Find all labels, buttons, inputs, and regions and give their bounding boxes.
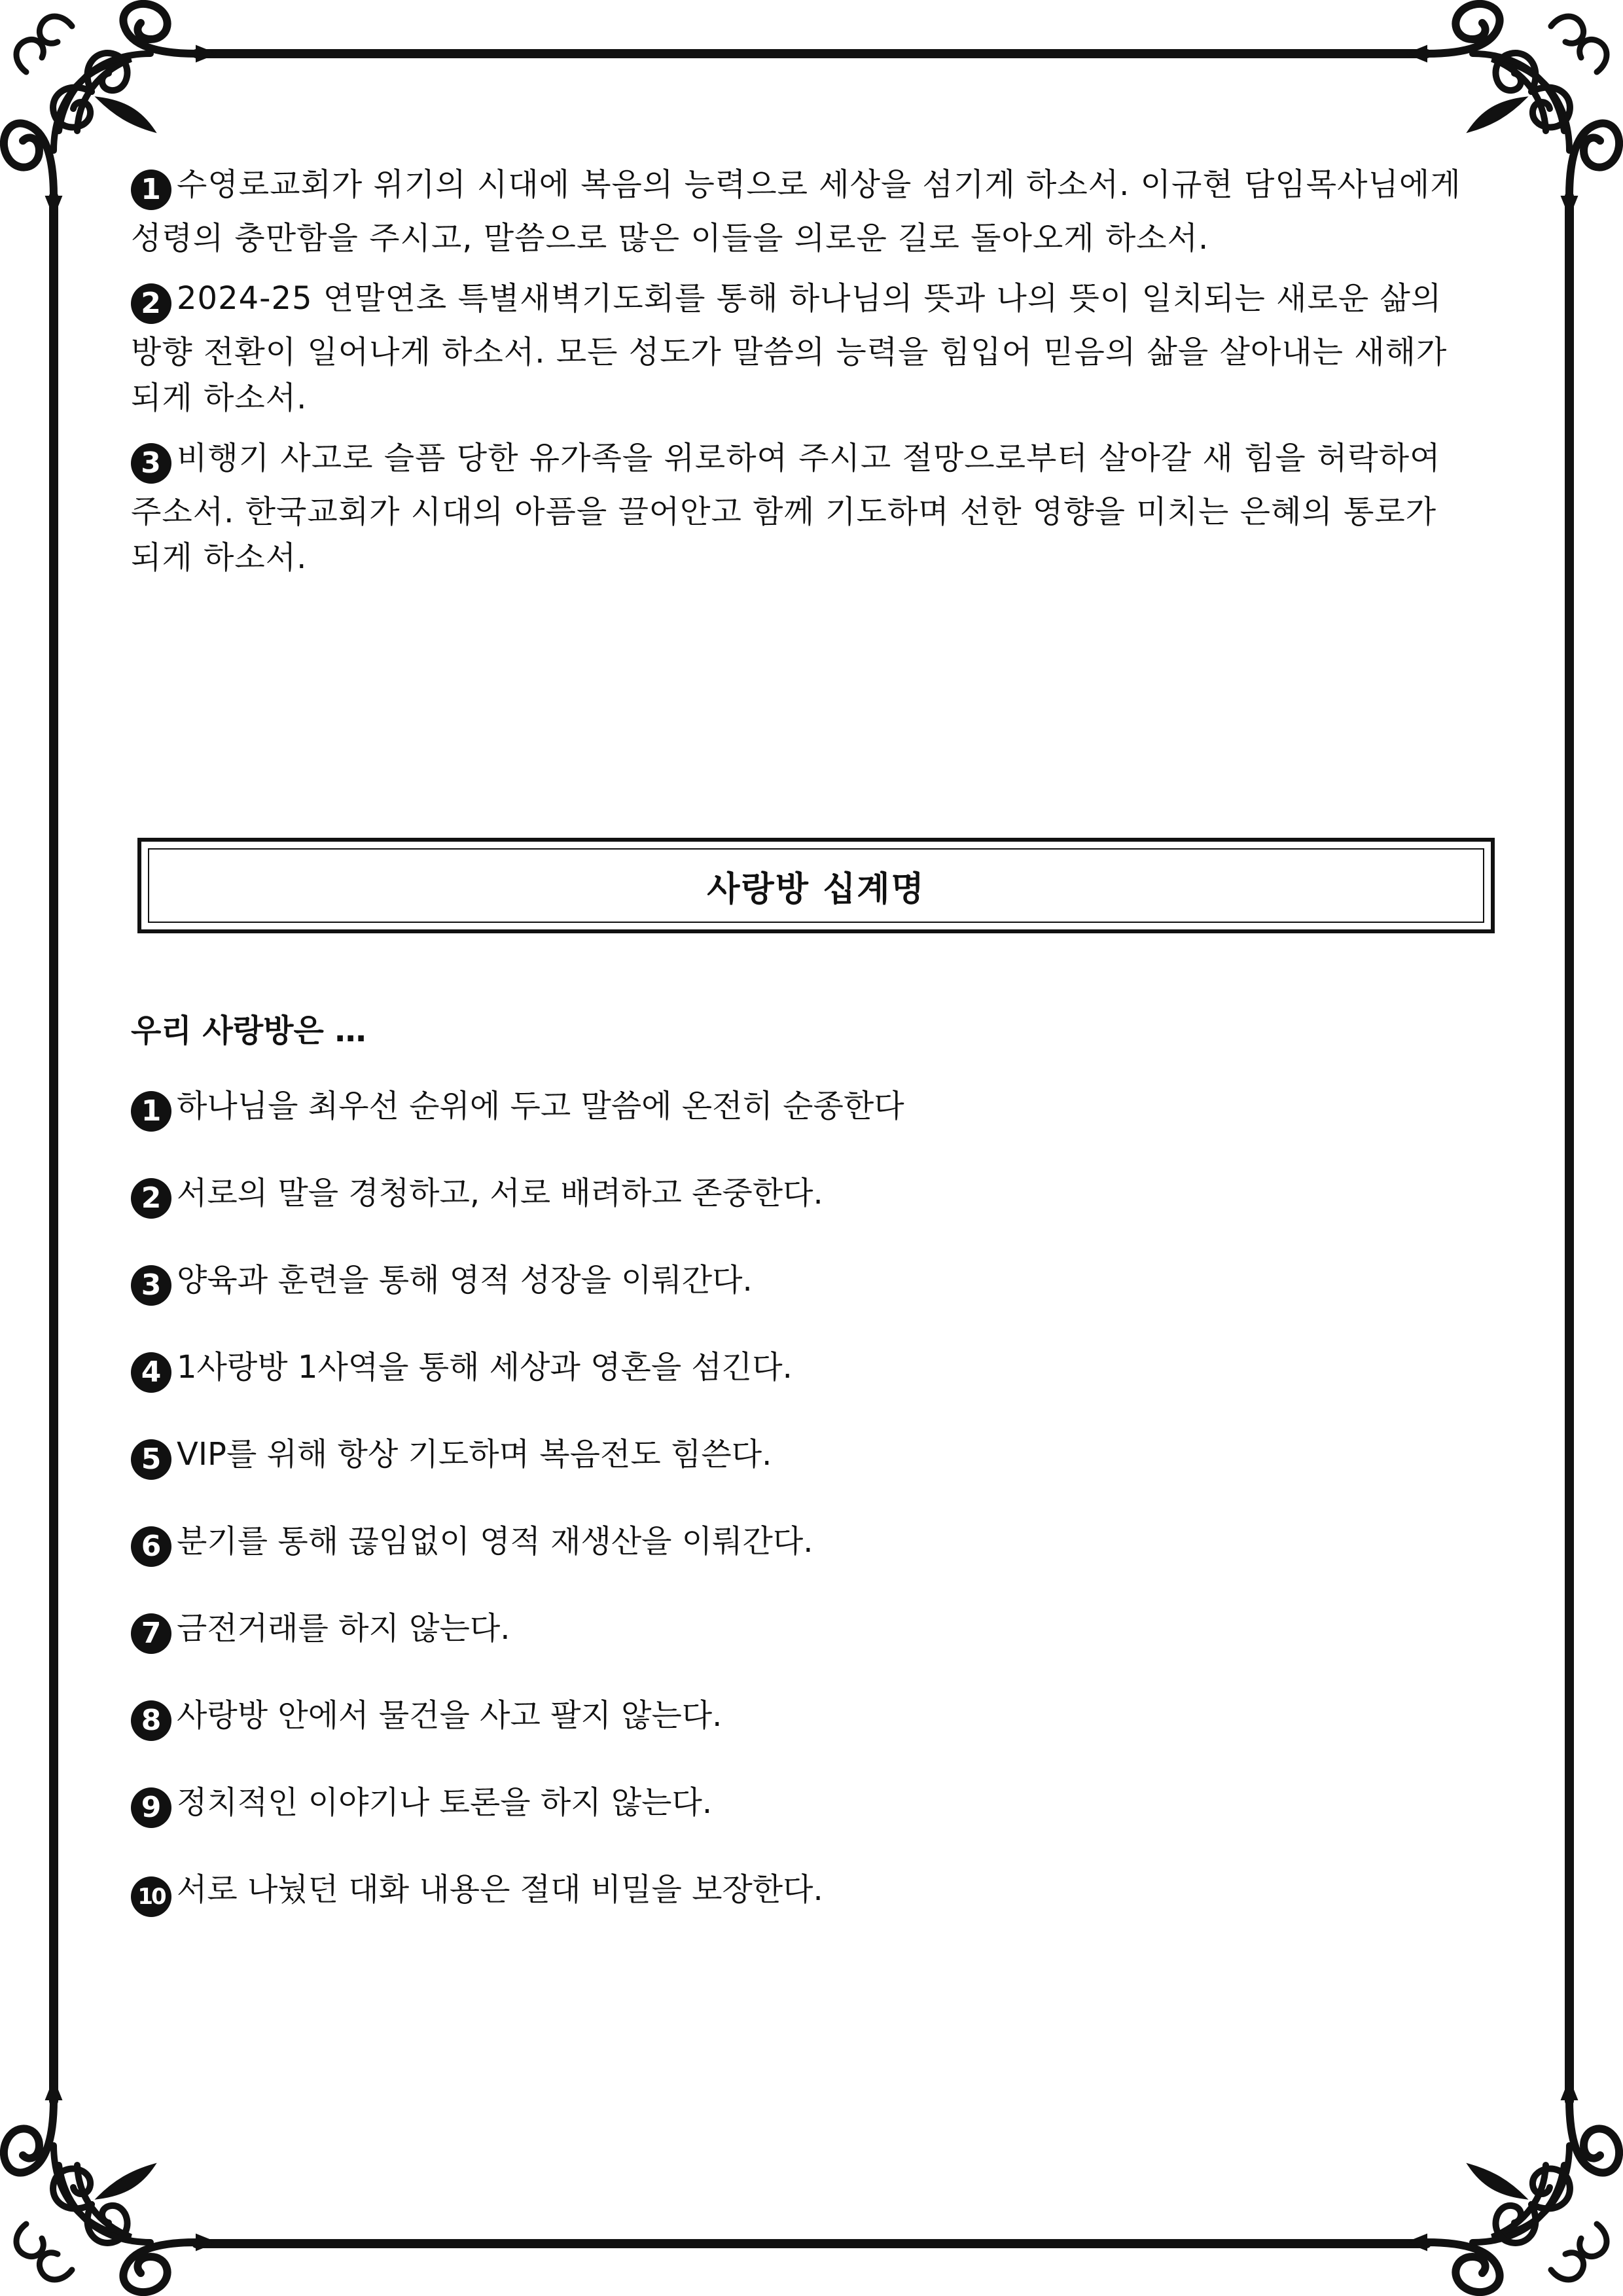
prayer-line: 되게 하소서. <box>131 539 308 576</box>
prayer-line: 주소서. 한국교회가 시대의 아픔을 끌어안고 함께 기도하며 선한 영향을 미치는 은혜의 통로가 <box>131 493 1437 530</box>
number-badge: 4 <box>131 1352 171 1393</box>
rule-text: 양육과 훈련을 통해 영적 성장을 이뤄간다. <box>177 1262 753 1299</box>
list-item <box>131 1759 1479 1846</box>
number-badge: 8 <box>131 1700 171 1741</box>
list-item <box>131 1237 1479 1324</box>
covenant-intro: 우리 사랑방은 … <box>131 1013 366 1049</box>
rule-text: 정치적인 이야기나 토론을 하지 않는다. <box>177 1784 713 1821</box>
rule-text: VIP를 위해 항상 기도하며 복음전도 힘쓴다. <box>177 1436 772 1473</box>
number-badge: 2 <box>131 283 171 324</box>
prayer-line: 수영로교회가 위기의 시대에 복음의 능력으로 세상을 섬기게 하소서. 이규현 담임목사님에게 <box>177 166 1461 203</box>
rule-text: 1사랑방 1사역을 통해 세상과 영혼을 섬긴다. <box>177 1349 793 1386</box>
number-badge: 10 <box>131 1876 171 1917</box>
rule-text: 하나님을 최우선 순위에 두고 말씀에 온전히 순종한다 <box>177 1088 904 1124</box>
list-item <box>131 1672 1479 1759</box>
rule-text: 사랑방 안에서 물건을 사고 팔지 않는다. <box>177 1697 722 1734</box>
rule-text: 서로의 말을 경청하고, 서로 배려하고 존중한다. <box>177 1175 823 1211</box>
prayer-list <box>131 151 1479 584</box>
prayer-item-3 <box>131 424 1479 584</box>
number-badge: 1 <box>131 170 171 210</box>
prayer-item-1 <box>131 151 1479 264</box>
list-item <box>131 1585 1479 1672</box>
number-badge: 9 <box>131 1787 171 1828</box>
list-item <box>131 1846 1479 1933</box>
rule-text: 금전거래를 하지 않는다. <box>177 1610 510 1647</box>
prayer-line: 비행기 사고로 슬픔 당한 유가족을 위로하여 주시고 절망으로부터 살아갈 새 힘을 허락하여 <box>177 440 1441 476</box>
rule-text: 서로 나눴던 대화 내용은 절대 비밀을 보장한다. <box>177 1871 823 1908</box>
number-badge: 1 <box>131 1091 171 1132</box>
prayer-line: 되게 하소서. <box>131 380 308 416</box>
prayer-line: 성령의 충만함을 주시고, 말씀으로 많은 이들을 의로운 길로 돌아오게 하소서. <box>131 220 1209 257</box>
prayer-line: 방향 전환이 일어나게 하소서. 모든 성도가 말씀의 능력을 힘입어 믿음의 삶을 살아내는 새해가 <box>131 334 1448 370</box>
number-badge: 3 <box>131 1265 171 1306</box>
list-item <box>131 1411 1479 1498</box>
number-badge: 5 <box>131 1439 171 1480</box>
number-badge: 6 <box>131 1526 171 1567</box>
list-item <box>131 1150 1479 1237</box>
rule-text: 분기를 통해 끊임없이 영적 재생산을 이뤄간다. <box>177 1523 813 1560</box>
list-item <box>131 1498 1479 1585</box>
list-item <box>131 1063 1479 1150</box>
section-header-box <box>137 838 1495 933</box>
prayer-line: 2024-25 연말연초 특별새벽기도회를 통해 하나님의 뜻과 나의 뜻이 일치되는 새로운 삶의 <box>177 280 1442 317</box>
number-badge: 3 <box>131 443 171 484</box>
prayer-item-2 <box>131 264 1479 424</box>
list-item <box>131 1324 1479 1411</box>
covenant-list <box>131 1001 1479 1933</box>
number-badge: 2 <box>131 1178 171 1219</box>
section-title: 사랑방 십계명 <box>707 869 925 909</box>
number-badge: 7 <box>131 1613 171 1654</box>
